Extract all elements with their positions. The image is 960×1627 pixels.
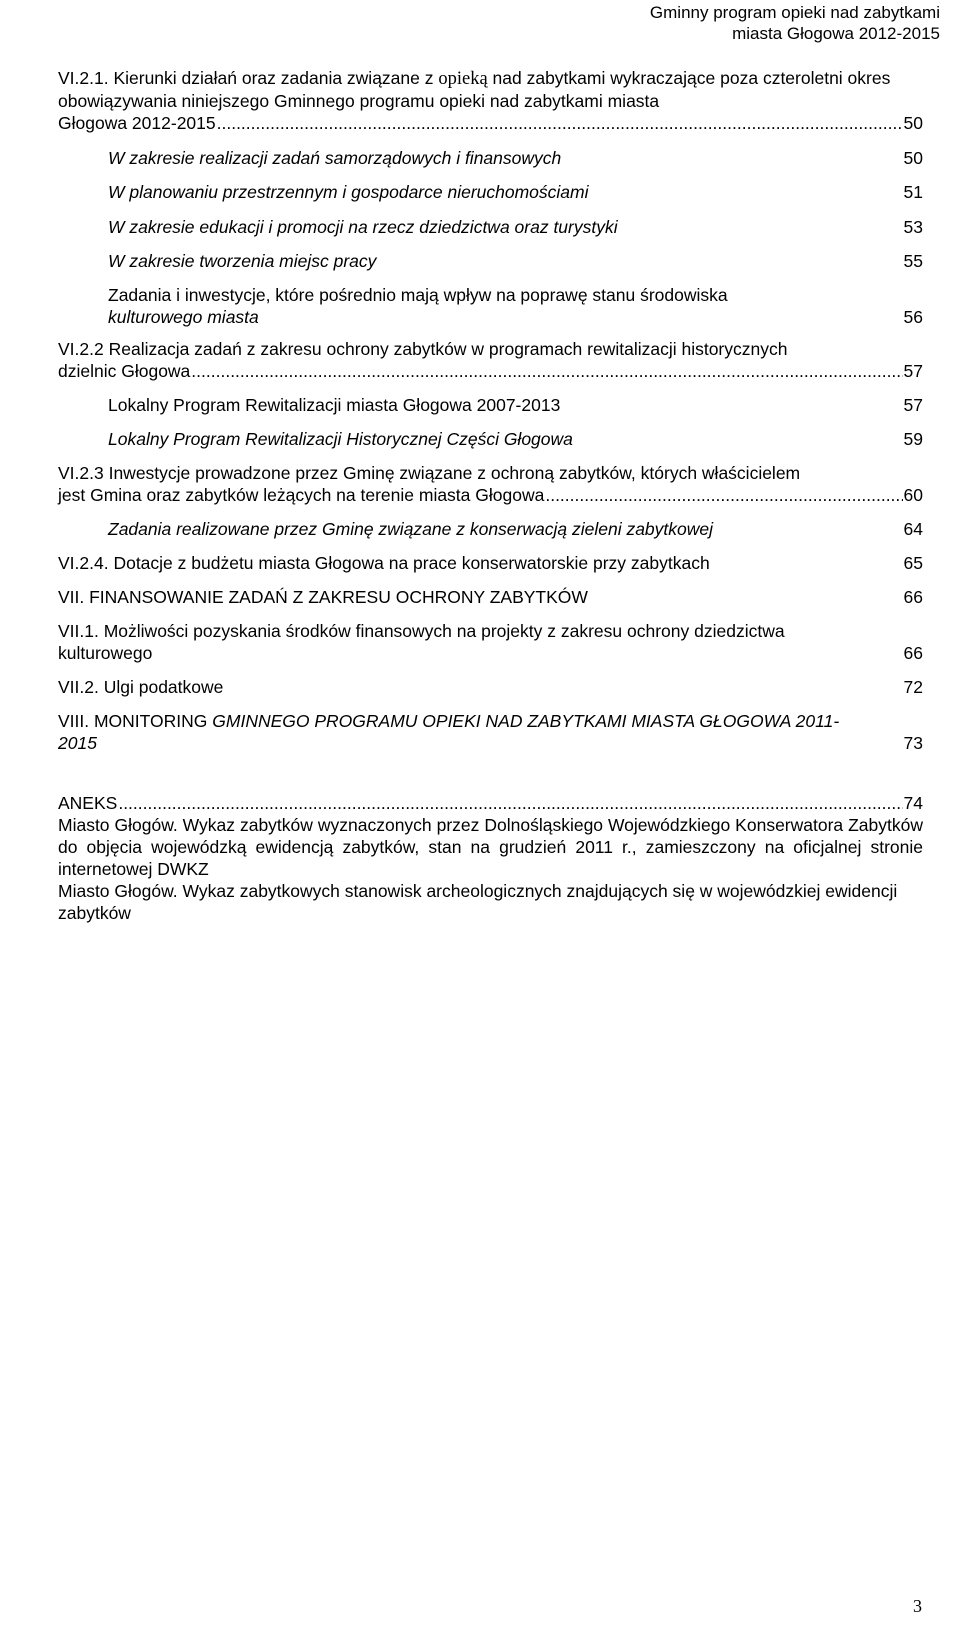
toc-entry-text: W zakresie edukacji i promocji na rzecz dziedzictwa oraz turystyki [108,217,618,237]
toc-entry-vii-1[interactable] [58,620,923,664]
toc-entry-text: kulturowego [58,643,153,663]
toc-entry-text-serif: opieką [438,69,488,89]
toc-entry-planowanie[interactable] [58,181,923,203]
toc-entry-text: Lokalny Program Rewitalizacji miasta Głogowa 2007-2013 [108,395,561,415]
toc-entry-text: VI.2.3 Inwestycje prowadzone przez Gminę związane z ochroną zabytków, których właścicielem [58,463,801,483]
toc-entry-vi-2-2[interactable] [58,338,923,382]
toc-entry-vi-2-3[interactable] [58,462,923,506]
toc-entry-vii-2[interactable] [58,676,923,698]
toc-entry-text: W planowaniu przestrzennym i gospodarce nieruchomościami [108,182,589,202]
toc-page-number: 59 [903,429,923,449]
toc-page-number: 50 [903,148,923,168]
toc-page-number: 56 [903,307,923,327]
toc-entry-edukacja[interactable] [58,216,923,238]
toc-page-number: 60 [903,485,923,505]
toc-page-number: 65 [903,553,923,573]
toc-entry-aneks[interactable] [58,792,923,814]
toc-entry-vi-2-1[interactable] [58,67,923,134]
toc-entry-lokalny-program[interactable] [58,394,923,416]
toc-page-number: 53 [903,217,923,237]
page-number: 3 [913,1596,922,1616]
toc-entry-zielen-zabytkowa[interactable] [58,518,923,540]
toc-entry-wykaz-stanowisk[interactable] [58,880,923,924]
toc-entry-text-italic: 2015 [58,733,97,753]
toc-entry-text: W zakresie tworzenia miejsc pracy [108,251,377,271]
toc-page-number: 64 [903,519,923,539]
toc-entry-vii[interactable] [58,586,923,608]
header-line-2: miasta Głogowa 2012-2015 [732,24,940,43]
running-header [650,2,940,44]
toc-leader-dots [217,112,903,134]
toc-entry-miejsca-pracy[interactable] [58,250,923,272]
toc-page-number: 66 [903,643,923,663]
toc-page-number: 55 [903,251,923,271]
toc-entry-text: W zakresie realizacji zadań samorządowych i finansowych [108,148,562,168]
toc-leader-dots [191,360,902,382]
toc-entry-text: VII.1. Możliwości pozyskania środków finansowych na projekty z zakresu ochrony dziedzictwa [58,621,785,641]
toc-leader-dots [118,792,902,814]
toc-page-number: 74 [903,793,923,813]
toc-leader-dots [545,484,902,506]
toc-entry-text: nad zabytkami wykraczające poza czteroletni okres obowiązywania niniejszego Gminnego programu opieki nad zabytkami miasta [58,68,891,111]
toc-entry-lead-text: ANEKS [58,793,118,813]
toc-entry-text-italic: GMINNEGO PROGRAMU OPIEKI NAD ZABYTKAMI MIASTA GŁOGOWA 2011- [212,711,840,731]
toc-entry-lead-text: Głogowa 2012-2015 [58,113,216,133]
toc-entry-viii[interactable] [58,710,923,754]
table-of-contents [58,67,923,924]
toc-entry-lokalny-program-historyczny[interactable] [58,428,923,450]
toc-entry-text: VI.2.4. Dotacje z budżetu miasta Głogowa na prace konserwatorskie przy zabytkach [58,553,710,573]
toc-page-number: 57 [903,395,923,415]
toc-entry-wykaz-zabytkow[interactable] [58,814,923,880]
toc-entry-text: VI.2.2 Realizacja zadań z zakresu ochrony zabytków w programach rewitalizacji historycznych [58,339,788,359]
toc-page-number: 50 [903,113,923,133]
toc-entry-text: Miasto Głogów. Wykaz zabytkowych stanowisk archeologicznych znajdujących się w wojewódzkiej ewidencji zabytków [58,881,898,923]
toc-entry-lead-text: jest Gmina oraz zabytków leżących na terenie miasta Głogowa [58,485,545,505]
toc-page-number: 57 [903,361,923,381]
toc-page-number: 66 [903,587,923,607]
toc-page-number: 73 [903,733,923,753]
toc-page-number: 72 [903,677,923,697]
toc-entry-text: VIII. MONITORING [58,711,213,731]
toc-entry-vi-2-4[interactable] [58,552,923,574]
toc-entry-text: VII.2. Ulgi podatkowe [58,677,224,697]
toc-entry-samorzadowe[interactable] [58,147,923,169]
toc-entry-text: VI.2.1. Kierunki działań oraz zadania związane z [58,68,439,88]
toc-entry-text: Lokalny Program Rewitalizacji Historycznej Części Głogowa [108,429,573,449]
toc-entry-lead-text: dzielnic Głogowa [58,361,191,381]
toc-entry-zadania-inwestycje[interactable] [58,284,923,328]
toc-entry-text: Miasto Głogów. Wykaz zabytków wyznaczonych przez Dolnośląskiego Wojewódzkiego Konserwatora Zabytków do objęcia wojewódzką ewidencją zabytków, stan na grudzień 2011 r., zamieszczony na oficjalnej stronie internetowej DWKZ [58,815,923,879]
toc-page-number: 51 [903,182,923,202]
header-line-1: Gminny program opieki nad zabytkami [649,3,940,22]
toc-entry-text: VII. FINANSOWANIE ZADAŃ Z ZAKRESU OCHRONY ZABYTKÓW [58,587,588,607]
toc-entry-text: Zadania i inwestycje, które pośrednio mają wpływ na poprawę stanu środowiska [108,285,728,305]
toc-entry-text: kulturowego miasta [108,307,259,327]
toc-entry-text: Zadania realizowane przez Gminę związane z konserwacją zieleni zabytkowej [108,519,714,539]
